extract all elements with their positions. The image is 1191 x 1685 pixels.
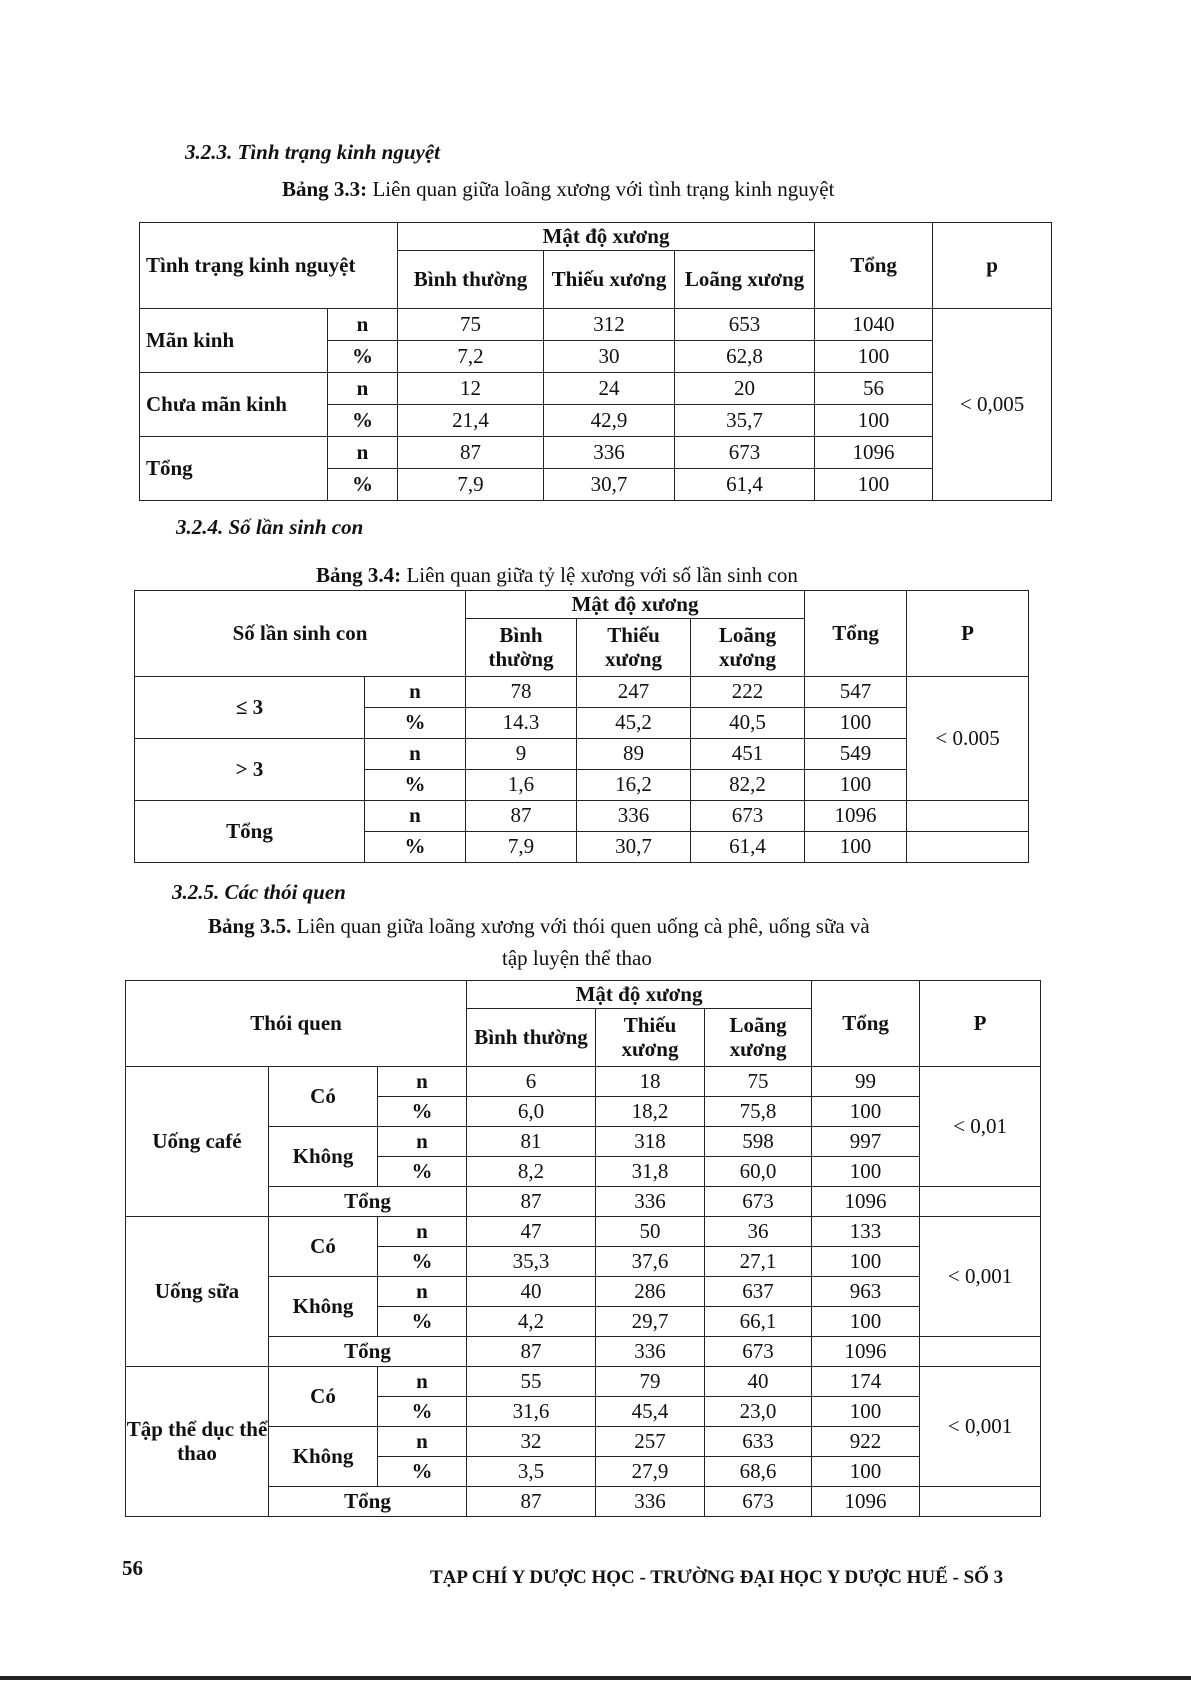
table-3-4-cell: 1,6 xyxy=(466,770,577,801)
table-3-5-cell: 100 xyxy=(812,1397,920,1427)
table-3-4-cell: 61,4 xyxy=(691,832,805,863)
table-3-3-cell: 673 xyxy=(675,437,815,469)
table-3-4-pct-label: % xyxy=(365,770,466,801)
section-title-3-2-4: 3.2.4. Số lần sinh con xyxy=(176,515,364,539)
table-3-5-cell: 36 xyxy=(705,1217,812,1247)
table-3-5-header-total: Tổng xyxy=(812,981,920,1067)
table-3-5-header-density: Mật độ xương xyxy=(467,981,812,1009)
p-value: < 0,001 xyxy=(920,1367,1041,1487)
table-3-4-n-label: n xyxy=(365,677,466,708)
table-3-3-cell: 100 xyxy=(815,469,933,501)
table-3-3-cell: 30 xyxy=(544,341,675,373)
table-3-5-cell: 174 xyxy=(812,1367,920,1397)
table-3-5-cell: 6,0 xyxy=(467,1097,596,1127)
table-3-3-header-p: p xyxy=(933,223,1052,309)
table-3-5-cell: 23,0 xyxy=(705,1397,812,1427)
table-3-3-cell: 1040 xyxy=(815,309,933,341)
table-3-3-header-osteo: Loãng xương xyxy=(675,251,815,309)
table-3-5-cell: 922 xyxy=(812,1427,920,1457)
table-3-5-cell: 75 xyxy=(705,1067,812,1097)
table-3-5-cell: 79 xyxy=(596,1367,705,1397)
table-3-4-header-total: Tổng xyxy=(805,591,907,677)
table-3-5-cell: 633 xyxy=(705,1427,812,1457)
table-3-3-caption-text: Liên quan giữa loãng xương với tình trạng kinh nguyệt xyxy=(367,177,835,201)
table-3-4-header-group: Số lần sinh con xyxy=(135,591,466,677)
table-3-5-cell: 32 xyxy=(467,1427,596,1457)
table-3-3-n-label: n xyxy=(328,373,398,405)
table-3-4-cell: 247 xyxy=(577,677,691,708)
table-3-4-cell: 100 xyxy=(805,708,907,739)
table-3-4-cell: 45,2 xyxy=(577,708,691,739)
table-3-5-cell: 27,1 xyxy=(705,1247,812,1277)
table-3-4-cell: 1096 xyxy=(805,801,907,832)
table-3-3-cell: 87 xyxy=(398,437,544,469)
table-3-4-n-label: n xyxy=(365,739,466,770)
table-3-5-cell: 100 xyxy=(812,1457,920,1487)
p-value: < 0,001 xyxy=(920,1217,1041,1337)
table-3-4-cell: 100 xyxy=(805,832,907,863)
section-title-3-2-5: 3.2.5. Các thói quen xyxy=(172,880,346,904)
table-3-3-header-deficit: Thiếu xương xyxy=(544,251,675,309)
n-label: n xyxy=(378,1127,467,1157)
table-3-3-cell: 1096 xyxy=(815,437,933,469)
table-3-5-cell: 45,4 xyxy=(596,1397,705,1427)
table-3-4-cell: 78 xyxy=(466,677,577,708)
table-3-4-pct-label: % xyxy=(365,832,466,863)
table-3-3-cell: 312 xyxy=(544,309,675,341)
table-3-4-caption-text: Liên quan giữa tỷ lệ xương với số lần sinh con xyxy=(401,563,798,587)
table-3-5-cell: 87 xyxy=(467,1187,596,1217)
table-3-5-cell: 336 xyxy=(596,1187,705,1217)
journal-footer: TẠP CHÍ Y DƯỢC HỌC - TRƯỜNG ĐẠI HỌC Y DƯỢC HUẾ - SỐ 3 xyxy=(430,1567,1004,1588)
table-3-5-header-normal: Bình thường xyxy=(467,1009,596,1067)
table-3-3-row-group: Tổng xyxy=(140,437,328,501)
table-3-5-cell: 99 xyxy=(812,1067,920,1097)
table-3-3-row-group: Chưa mãn kinh xyxy=(140,373,328,437)
table-3-4-header-density: Mật độ xương xyxy=(466,591,805,619)
table-3-4-cell: 451 xyxy=(691,739,805,770)
table-3-3-pct-label: % xyxy=(328,341,398,373)
table-3-3-cell: 61,4 xyxy=(675,469,815,501)
pct-label: % xyxy=(378,1097,467,1127)
table-3-4-cell: 40,5 xyxy=(691,708,805,739)
table-3-5-cell: 257 xyxy=(596,1427,705,1457)
table-3-4-row-group: > 3 xyxy=(135,739,365,801)
table-3-5-cell: 31,8 xyxy=(596,1157,705,1187)
table-3-3-cell: 100 xyxy=(815,341,933,373)
table-3-5-cell: 68,6 xyxy=(705,1457,812,1487)
table-3-3-pct-label: % xyxy=(328,405,398,437)
table-3-5-cell: 318 xyxy=(596,1127,705,1157)
table-3-5-cell: 1096 xyxy=(812,1337,920,1367)
table-3-5-cell: 18 xyxy=(596,1067,705,1097)
bottom-rule xyxy=(0,1676,1191,1680)
table-3-4-header-normal: Bình thường xyxy=(466,619,577,677)
table-3-5-header-p: P xyxy=(920,981,1041,1067)
table-3-5-cell: 336 xyxy=(596,1487,705,1517)
table-3-3-cell: 7,9 xyxy=(398,469,544,501)
table-3-4-caption-label: Bảng 3.4: xyxy=(316,563,402,587)
table-3-5-cell: 81 xyxy=(467,1127,596,1157)
habit-group-label: Tập thể dục thể thao xyxy=(126,1367,269,1517)
table-3-4-p-value: < 0.005 xyxy=(907,677,1029,801)
table-3-3-cell: 100 xyxy=(815,405,933,437)
table-3-4-cell: 30,7 xyxy=(577,832,691,863)
table-3-5-cell: 47 xyxy=(467,1217,596,1247)
table-3-5-cell: 35,3 xyxy=(467,1247,596,1277)
table-3-4-cell: 14.3 xyxy=(466,708,577,739)
table-3-5-cell: 31,6 xyxy=(467,1397,596,1427)
table-3-5-cell: 50 xyxy=(596,1217,705,1247)
table-3-5-cell: 6 xyxy=(467,1067,596,1097)
table-3-4-cell: 336 xyxy=(577,801,691,832)
table-3-5-caption-label: Bảng 3.5. xyxy=(208,914,292,938)
table-3-4-row-group: Tổng xyxy=(135,801,365,863)
total-label: Tổng xyxy=(269,1487,467,1517)
no-label: Không xyxy=(269,1127,378,1187)
table-3-5-cell: 40 xyxy=(705,1367,812,1397)
table-3-5-cell: 8,2 xyxy=(467,1157,596,1187)
table-3-5-header-osteo: Loãng xương xyxy=(705,1009,812,1067)
n-label: n xyxy=(378,1367,467,1397)
table-3-3-cell: 21,4 xyxy=(398,405,544,437)
table-3-5-cell: 963 xyxy=(812,1277,920,1307)
table-3-3-cell: 653 xyxy=(675,309,815,341)
table-3-3-cell: 75 xyxy=(398,309,544,341)
table-3-5-empty-cell xyxy=(920,1487,1041,1517)
no-label: Không xyxy=(269,1427,378,1487)
n-label: n xyxy=(378,1217,467,1247)
table-3-4-empty-cell xyxy=(907,801,1029,832)
table-3-3 xyxy=(139,222,1052,501)
table-3-5-cell: 37,6 xyxy=(596,1247,705,1277)
table-3-5-cell: 60,0 xyxy=(705,1157,812,1187)
pct-label: % xyxy=(378,1247,467,1277)
table-3-4-header-osteo: Loãng xương xyxy=(691,619,805,677)
table-3-3-pct-label: % xyxy=(328,469,398,501)
n-label: n xyxy=(378,1277,467,1307)
table-3-3-caption xyxy=(282,177,834,202)
page-number: 56 xyxy=(122,1556,143,1580)
table-3-4-cell: 82,2 xyxy=(691,770,805,801)
table-3-5-empty-cell xyxy=(920,1187,1041,1217)
table-3-3-cell: 30,7 xyxy=(544,469,675,501)
table-3-4-n-label: n xyxy=(365,801,466,832)
table-3-5-cell: 100 xyxy=(812,1307,920,1337)
p-value: < 0,01 xyxy=(920,1067,1041,1187)
pct-label: % xyxy=(378,1457,467,1487)
table-3-5-cell: 598 xyxy=(705,1127,812,1157)
table-3-4-cell: 9 xyxy=(466,739,577,770)
table-3-5-cell: 286 xyxy=(596,1277,705,1307)
table-3-5-caption-line2: tập luyện thể thao xyxy=(502,946,652,970)
table-3-5-caption-text: Liên quan giữa loãng xương với thói quen uống cà phê, uống sữa và xyxy=(291,914,870,938)
table-3-3-header-group: Tình trạng kinh nguyệt xyxy=(140,223,398,309)
table-3-4-header-deficit: Thiếu xương xyxy=(577,619,691,677)
table-3-3-cell: 56 xyxy=(815,373,933,405)
table-3-4-cell: 100 xyxy=(805,770,907,801)
table-3-5-cell: 27,9 xyxy=(596,1457,705,1487)
pct-label: % xyxy=(378,1397,467,1427)
table-3-3-cell: 12 xyxy=(398,373,544,405)
table-3-5-cell: 87 xyxy=(467,1487,596,1517)
no-label: Không xyxy=(269,1277,378,1337)
table-3-3-n-label: n xyxy=(328,437,398,469)
table-3-3-row-group: Mãn kinh xyxy=(140,309,328,373)
table-3-3-n-label: n xyxy=(328,309,398,341)
table-3-5-cell: 40 xyxy=(467,1277,596,1307)
table-3-4-cell: 7,9 xyxy=(466,832,577,863)
table-3-5-header-group: Thói quen xyxy=(126,981,467,1067)
table-3-5-cell: 100 xyxy=(812,1097,920,1127)
table-3-5 xyxy=(125,980,1041,1517)
yes-label: Có xyxy=(269,1217,378,1277)
table-3-4-cell: 222 xyxy=(691,677,805,708)
table-3-4-cell: 549 xyxy=(805,739,907,770)
table-3-4 xyxy=(134,590,1029,863)
pct-label: % xyxy=(378,1157,467,1187)
table-3-3-cell: 7,2 xyxy=(398,341,544,373)
table-3-4-caption xyxy=(316,563,798,588)
table-3-4-cell: 16,2 xyxy=(577,770,691,801)
yes-label: Có xyxy=(269,1067,378,1127)
table-3-5-cell: 997 xyxy=(812,1127,920,1157)
table-3-5-empty-cell xyxy=(920,1337,1041,1367)
table-3-5-cell: 4,2 xyxy=(467,1307,596,1337)
table-3-3-header-density: Mật độ xương xyxy=(398,223,815,251)
table-3-3-cell: 24 xyxy=(544,373,675,405)
yes-label: Có xyxy=(269,1367,378,1427)
n-label: n xyxy=(378,1427,467,1457)
table-3-4-empty-cell xyxy=(907,832,1029,863)
table-3-3-header-normal: Bình thường xyxy=(398,251,544,309)
table-3-3-cell: 42,9 xyxy=(544,405,675,437)
table-3-5-cell: 55 xyxy=(467,1367,596,1397)
table-3-3-caption-label: Bảng 3.3: xyxy=(282,177,368,201)
table-3-5-cell: 66,1 xyxy=(705,1307,812,1337)
table-3-5-caption xyxy=(208,914,870,939)
table-3-5-cell: 673 xyxy=(705,1187,812,1217)
habit-group-label: Uống café xyxy=(126,1067,269,1217)
table-3-5-header-deficit: Thiếu xương xyxy=(596,1009,705,1067)
table-3-3-cell: 20 xyxy=(675,373,815,405)
total-label: Tổng xyxy=(269,1337,467,1367)
table-3-3-p-value: < 0,005 xyxy=(933,309,1052,501)
table-3-4-cell: 673 xyxy=(691,801,805,832)
table-3-5-cell: 637 xyxy=(705,1277,812,1307)
table-3-5-cell: 1096 xyxy=(812,1487,920,1517)
table-3-5-cell: 1096 xyxy=(812,1187,920,1217)
table-3-3-cell: 62,8 xyxy=(675,341,815,373)
table-3-4-header-p: P xyxy=(907,591,1029,677)
table-3-5-cell: 3,5 xyxy=(467,1457,596,1487)
section-title-3-2-3: 3.2.3. Tình trạng kinh nguyệt xyxy=(185,140,440,164)
table-3-5-cell: 87 xyxy=(467,1337,596,1367)
table-3-5-cell: 336 xyxy=(596,1337,705,1367)
table-3-5-cell: 100 xyxy=(812,1157,920,1187)
habit-group-label: Uống sữa xyxy=(126,1217,269,1367)
table-3-4-row-group: ≤ 3 xyxy=(135,677,365,739)
table-3-3-cell: 35,7 xyxy=(675,405,815,437)
total-label: Tổng xyxy=(269,1187,467,1217)
n-label: n xyxy=(378,1067,467,1097)
table-3-5-cell: 75,8 xyxy=(705,1097,812,1127)
table-3-4-cell: 89 xyxy=(577,739,691,770)
table-3-5-cell: 673 xyxy=(705,1487,812,1517)
table-3-5-cell: 100 xyxy=(812,1247,920,1277)
table-3-4-cell: 87 xyxy=(466,801,577,832)
table-3-4-pct-label: % xyxy=(365,708,466,739)
table-3-4-cell: 547 xyxy=(805,677,907,708)
table-3-5-cell: 133 xyxy=(812,1217,920,1247)
table-3-5-cell: 29,7 xyxy=(596,1307,705,1337)
table-3-5-cell: 673 xyxy=(705,1337,812,1367)
table-3-3-header-total: Tổng xyxy=(815,223,933,309)
pct-label: % xyxy=(378,1307,467,1337)
table-3-3-cell: 336 xyxy=(544,437,675,469)
table-3-5-cell: 18,2 xyxy=(596,1097,705,1127)
